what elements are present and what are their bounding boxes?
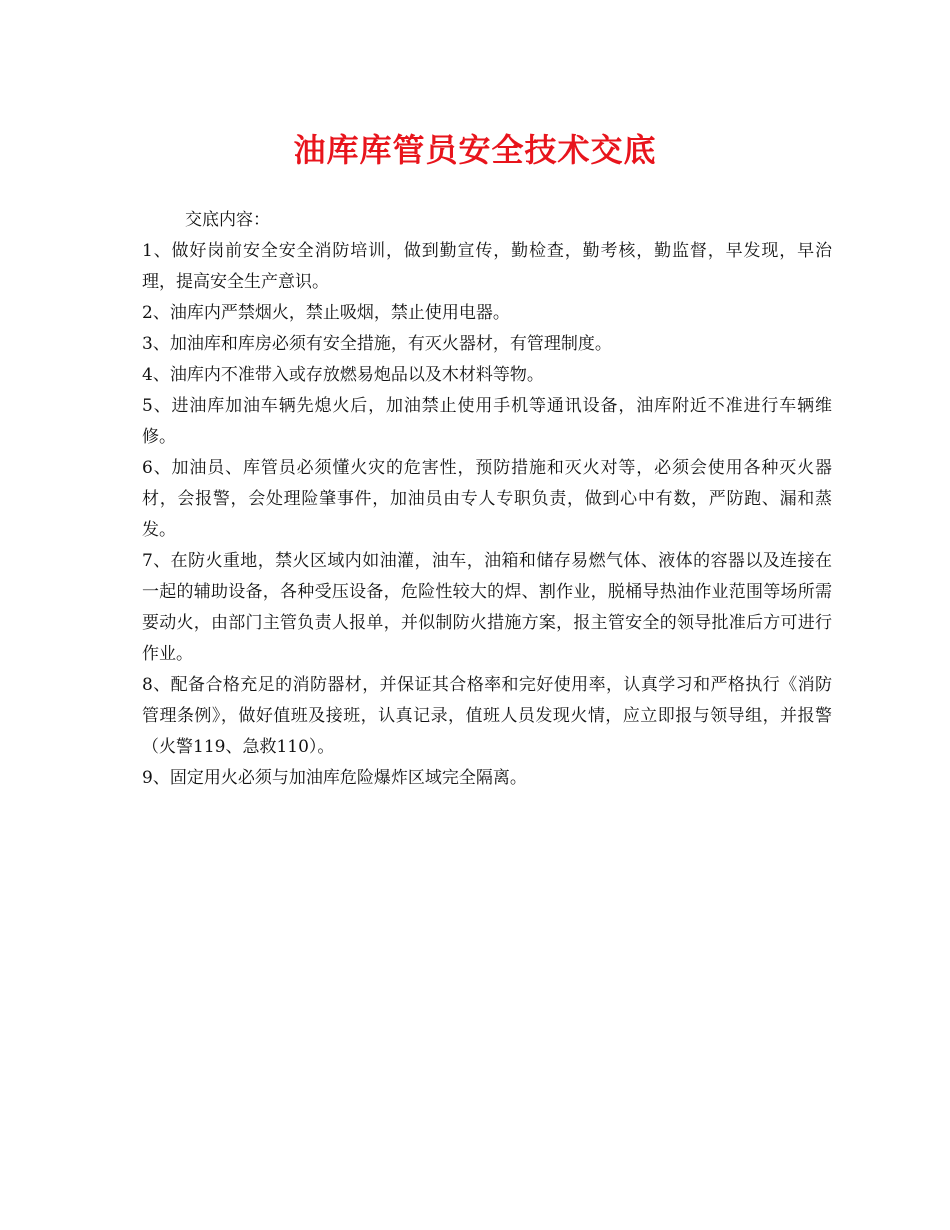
list-item: 4、油库内不准带入或存放燃易炮品以及木材料等物。 [142, 365, 544, 385]
list-item: 7、在防火重地，禁火区域内如油灌，油车，油箱和储存易燃气体、液体的容器以及连接在一起的辅助设备，各种受压设备，危险性较大的焊、割作业，脱桶导热油作业范围等场所需要动火，由部门主管负责人报单，并似制防火措施方案，报主管安全的领导批准后方可进行作业。 [142, 551, 832, 664]
list-item: 5、进油库加油车辆先熄火后，加油禁止使用手机等通讯设备，油库附近不准进行车辆维修。 [142, 396, 832, 447]
list-item: 3、加油库和库房必须有安全措施，有灭火器材，有管理制度。 [142, 334, 612, 354]
document-title: 油库库管员安全技术交底 [293, 131, 657, 169]
list-item: 6、加油员、库管员必须懂火灾的危害性，预防措施和灭火对等，必须会使用各种灭火器材，会报警，会处理险肇事件，加油员由专人专职负责，做到心中有数，严防跑、漏和蒸发。 [142, 458, 832, 540]
list-item: 2、油库内严禁烟火，禁止吸烟，禁止使用电器。 [142, 303, 510, 323]
list-item: 8、配备合格充足的消防器材，并保证其合格率和完好使用率，认真学习和严格执行《消防管理条例》，做好值班及接班，认真记录，值班人员发现火情，应立即报与领导组，并报警（火警119、急救110）。 [142, 675, 832, 757]
intro-label: 交底内容： [185, 210, 270, 230]
document-body [142, 205, 832, 794]
list-item: 9、固定用火必须与加油库危险爆炸区域完全隔离。 [142, 768, 527, 788]
list-item: 1、做好岗前安全安全消防培训，做到勤宣传，勤检查，勤考核，勤监督，早发现，早治理，提高安全生产意识。 [142, 241, 832, 292]
